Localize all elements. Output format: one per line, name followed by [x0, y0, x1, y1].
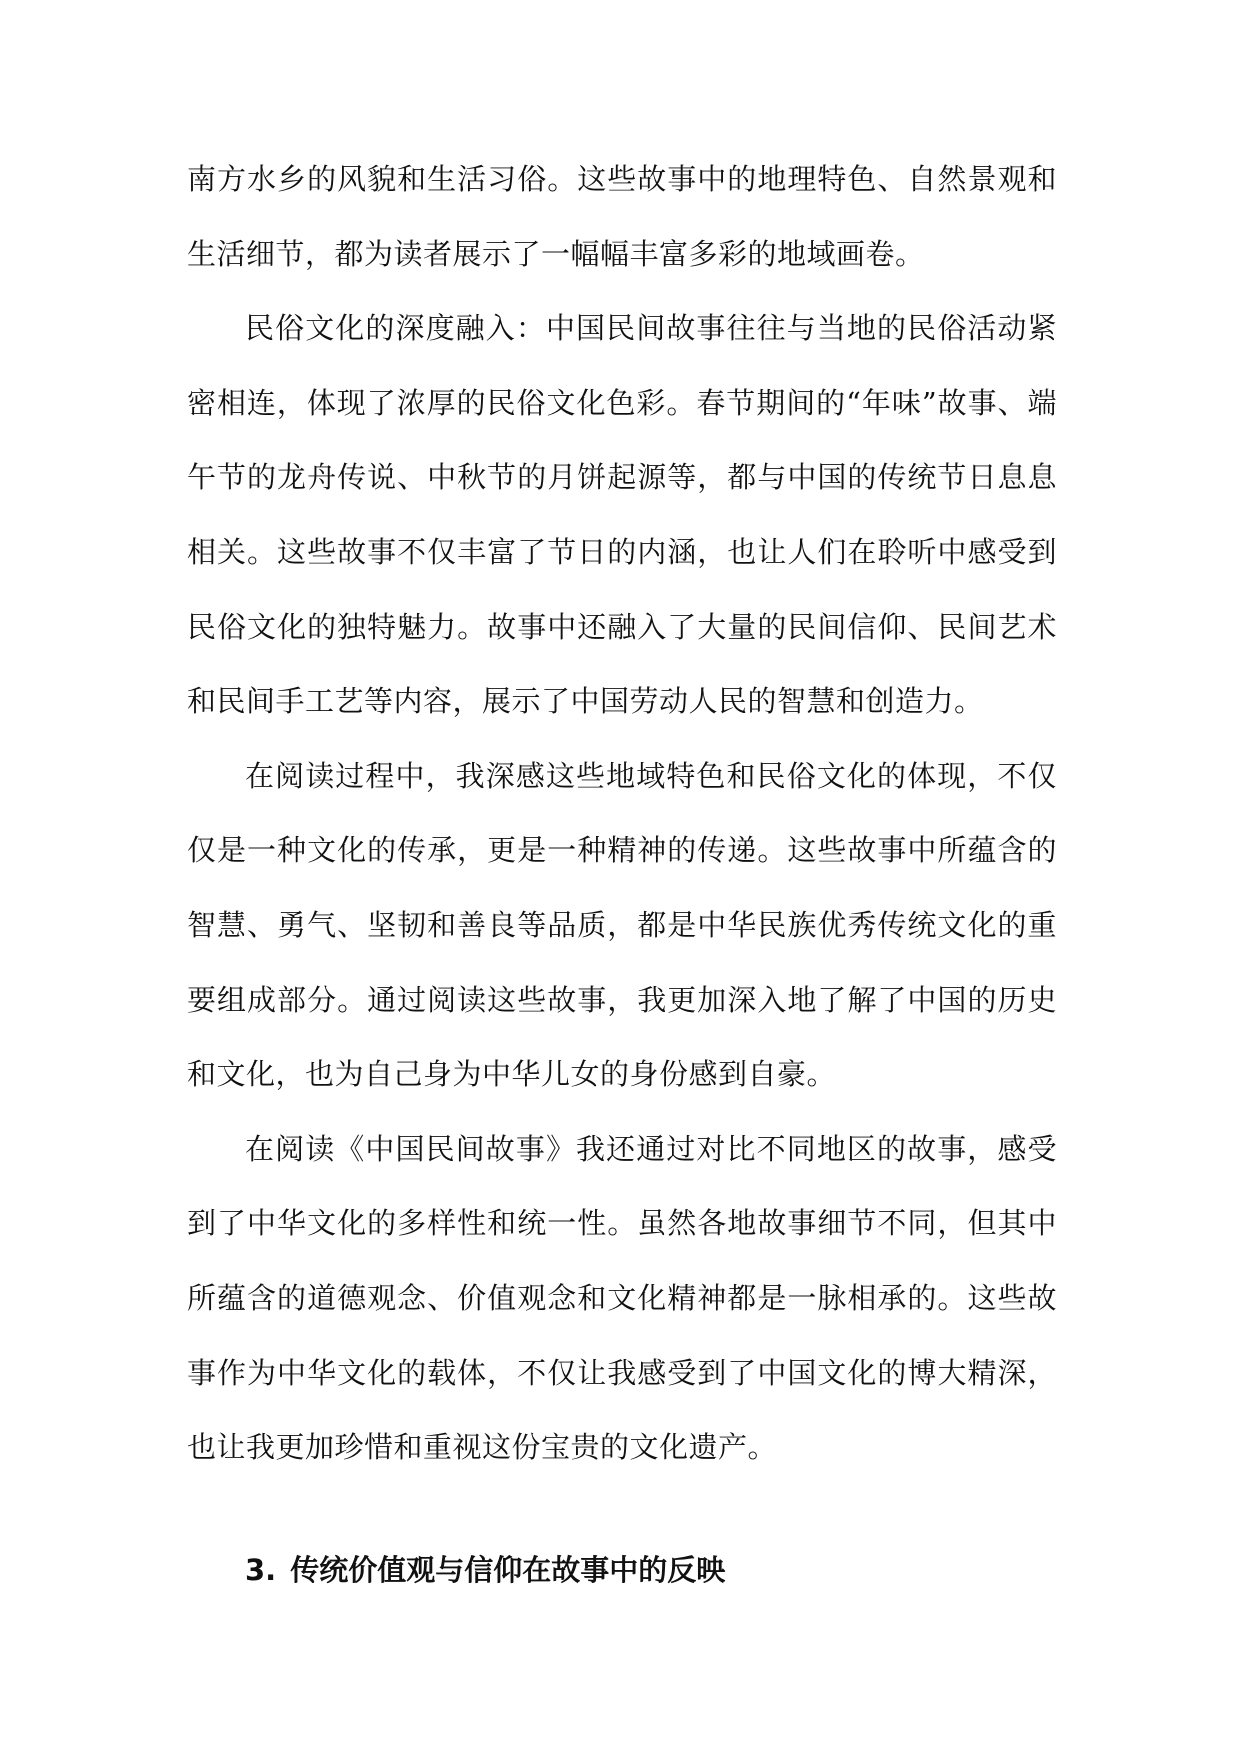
section-number: 3. [245, 1553, 277, 1587]
paragraph-3: 在阅读过程中，我深感这些地域特色和民俗文化的体现，不仅仅是一种文化的传承，更是一种精神的传递。这些故事中所蕴含的智慧、勇气、坚韧和善良等品质，都是中华民族优秀传统文化的重要组成部分。通过阅读这些故事，我更加深入地了解了中国的历史和文化，也为自己身为中华儿女的身份感到自豪。 [187, 758, 1057, 1092]
body-text [187, 142, 1057, 1485]
section-title: 传统价值观与信仰在故事中的反映 [290, 1553, 726, 1587]
paragraph-4: 在阅读《中国民间故事》我还通过对比不同地区的故事，感受到了中华文化的多样性和统一性。虽然各地故事细节不同，但其中所蕴含的道德观念、价值观念和文化精神都是一脉相承的。这些故事作为中华文化的载体，不仅让我感受到了中国文化的博大精深，也让我更加珍惜和重视这份宝贵的文化遗产。 [187, 1131, 1057, 1465]
paragraph-2: 民俗文化的深度融入：中国民间故事往往与当地的民俗活动紧密相连，体现了浓厚的民俗文化色彩。春节期间的“年味”故事、端午节的龙舟传说、中秋节的月饼起源等，都与中国的传统节日息息相关。这些故事不仅丰富了节日的内涵，也让人们在聆听中感受到民俗文化的独特魅力。故事中还融入了大量的民间信仰、民间艺术和民间手工艺等内容，展示了中国劳动人民的智慧和创造力。 [187, 311, 1057, 719]
paragraph-1: 南方水乡的风貌和生活习俗。这些故事中的地理特色、自然景观和生活细节，都为读者展示了一幅幅丰富多彩的地域画卷。 [187, 162, 1057, 271]
section-heading [245, 1550, 1045, 1590]
